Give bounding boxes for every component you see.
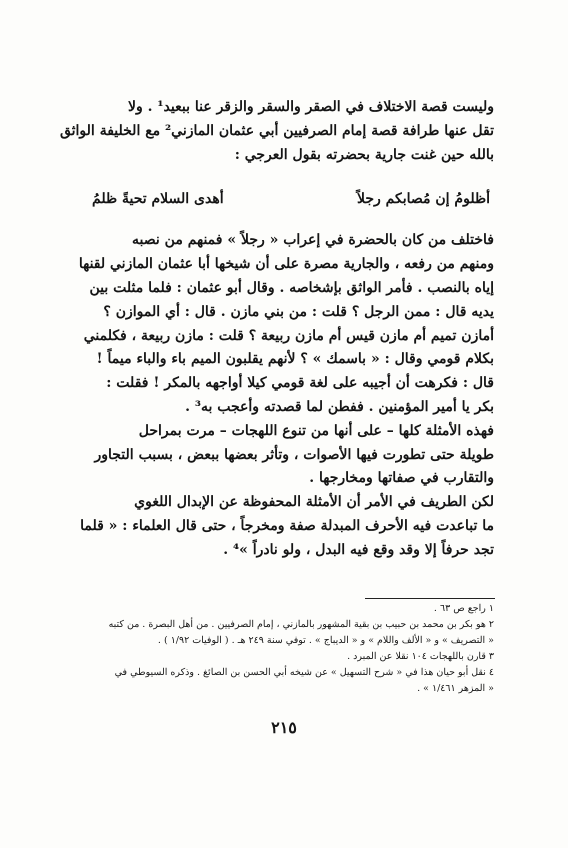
- text-line: يديه قال : ممن الرجل ؟ قلت : من بني مازن . قال : أي الموازن ؟: [103, 303, 494, 320]
- poetry-verse: [92, 187, 490, 211]
- main-text: [59, 96, 494, 563]
- verse-second-hemistich: أهدى السلام تحيةً ظلمُ: [92, 191, 224, 208]
- text-line: فهذه الأمثلة كلها – على أنها من تنوع اللهجات – مرت بمراحل: [138, 422, 494, 439]
- paragraph-4: [80, 491, 494, 562]
- verse-first-hemistich: أظلومُ إن مُصابكم رجلاً: [357, 191, 490, 208]
- text-line: والتقارب في صفاتها ومخارجها .: [309, 470, 494, 487]
- footnote: ٢ هو بكر بن محمد بن حبيب بن بقية المشهور بالمازني ، إمام الصرفيين . من أهل البصرة . من كتبه: [108, 619, 494, 630]
- text-line: إياه بالنصب . فأمر الواثق بإشخاصه . وقال أبو عثمان : فلما مثلت بين: [89, 279, 494, 296]
- footnote-separator: [365, 598, 495, 599]
- footnote: ١ راجع ص ٦٣ .: [433, 603, 494, 614]
- text-line: تقل عنها طرافة قصة إمام الصرفيين أبي عثمان المازني² مع الخليفة الواثق: [59, 122, 494, 139]
- text-line: ما تباعدت فيه الأحرف المبدلة صفة ومخرجاً ، حتى قال العلماء : « قلما: [80, 517, 494, 534]
- text-line: بكر يا أمير المؤمنين . ففطن لما قصدته وأعجب به³ .: [185, 398, 494, 415]
- text-line: وليست قصة الاختلاف في الصقر والسقر والزقر عنا ببعيد¹ . ولا: [128, 99, 494, 115]
- footnote: ٣ قارن باللهجات ١٠٤ نقلا عن المبرد .: [347, 651, 494, 662]
- paragraph-2: [78, 229, 494, 419]
- text-line: قال : فكرهت أن أجيبه على لغة قومي كيلا أواجهه بالمكر ! فقلت :: [106, 375, 494, 392]
- text-line: بالله حين غنت جارية بحضرته بقول العرجي :: [234, 146, 494, 163]
- text-line: ومنهم من رفعه ، والجارية مصرة على أن شيخها أبا عثمان المازني لقنها: [78, 256, 494, 273]
- paragraph-3: [88, 420, 494, 491]
- page-number: ٢١٥: [271, 718, 297, 737]
- paragraph-1: [59, 96, 494, 167]
- text-line: طويلة حتى تطورت فيها الأصوات ، وتأثر بعضها ببعض ، بسبب التجاور: [94, 446, 494, 463]
- text-line: تجد حرفاً إلا وقد وقع فيه البدل ، ولو نادراً »⁴ .: [223, 541, 494, 558]
- footnote: « التصريف » و « الألف واللام » و « الديباج » . توفي سنة ٢٤٩ هـ . ( الوفيات ١/٩٢ ) .: [157, 635, 494, 646]
- footnote: ٤ نقل أبو حيان هذا في « شرح التسهيل » عن شيخه أبي الحسن بن الصائغ . وذكره السيوطي في: [114, 667, 494, 678]
- text-line: لكن الطريف في الأمر أن الأمثلة المحفوظة عن الإبدال اللغوي: [134, 494, 494, 511]
- footnote: « المزهر ١/٤٦١ » .: [417, 683, 494, 694]
- text-line: أمازن تميم أم مازن قيس أم مازن ربيعة ؟ قلت : مازن ربيعة ، فكلمني: [83, 327, 494, 344]
- text-line: فاختلف من كان بالحضرة في إعراب « رجلاً » فمنهم من نصبه: [132, 232, 494, 249]
- text-line: بكلام قومي وقال : « باسمك » ؟ لأنهم يقلبون الميم باء والباء ميماً !: [96, 351, 494, 368]
- footnotes: [88, 601, 494, 697]
